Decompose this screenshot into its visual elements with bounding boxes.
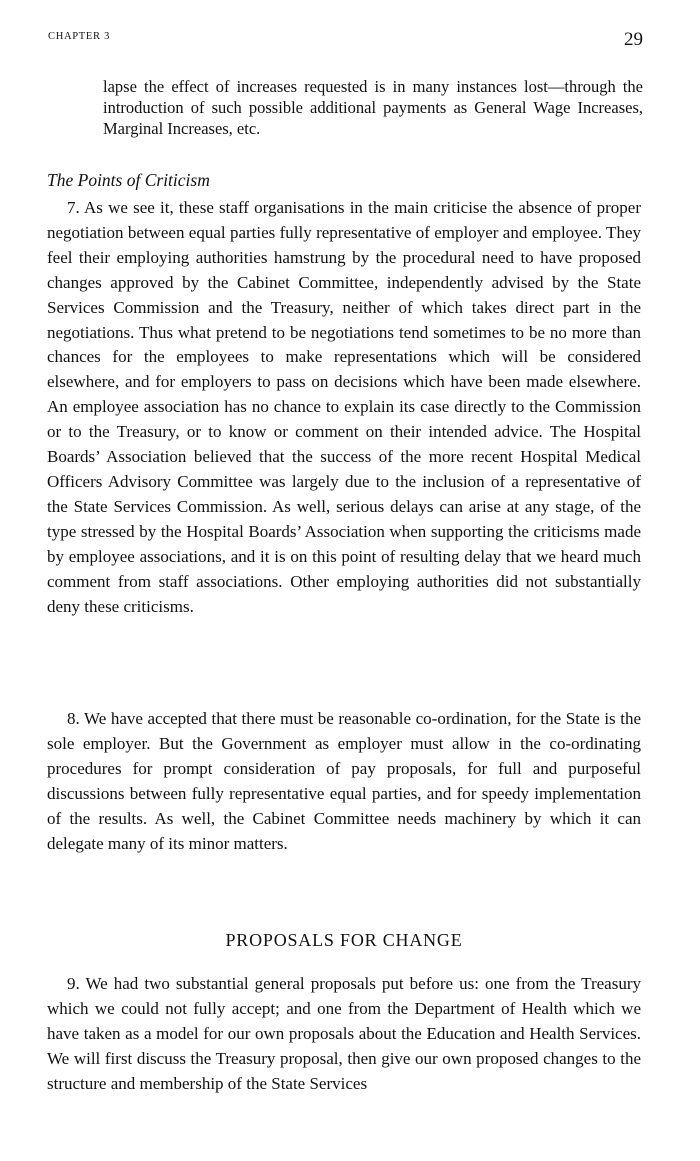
paragraph-9: 9. We had two substantial general proposals put before us: one from the Treasury which we could not fully accept; and one from the Department of Health which we have taken as a model for our own proposals about the Education and Health Services. We will first discuss the Treasury proposal, then give our own proposed changes to the structure and membership of the State Services (47, 974, 641, 1093)
page-number: 29 (624, 29, 643, 50)
running-head-chapter: CHAPTER 3 (48, 31, 111, 42)
paragraph-8: 8. We have accepted that there must be reasonable co-ordination, for the State is the sole employer. But the Government as employer must allow in the co-ordinating procedures for prompt consideration of pay proposals, for full and purposeful discussions between fully representative equal parties, and for speedy implementation of the results. As well, the Cabinet Committee needs machinery by which it can delegate many of its minor matters. (47, 709, 641, 853)
section-heading-points-of-criticism: The Points of Criticism (47, 170, 210, 190)
section-heading-proposals-for-change: PROPOSALS FOR CHANGE (225, 930, 463, 950)
paragraph-7: 7. As we see it, these staff organisations in the main criticise the absence of proper negotiation between equal parties fully representative of employer and employee. They feel their employing authorities hamstrung by the procedural need to have proposed changes approved by the Cabinet Committee, independently advised by the State Services Commission and the Treasury, neither of which takes direct part in the negotiations. Thus what pretend to be negotiations tend sometimes to be no more than chances for the employees to make representations which will be considered elsewhere, and for employers to pass on decisions which have been made elsewhere. An employee association has no chance to explain its case directly to the Commission or to the Treasury, or to know or comment on their intended advice. The Hospital Boards’ Association believed that the success of the more recent Hospital Medical Officers Advisory Committee was largely due to the inclusion of a representative of the State Services Commission. As well, serious delays can arise at any stage, of the type stressed by the Hospital Boards’ Association when supporting the criticisms made by employee associations, and it is on this point of resulting delay that we heard much comment from staff associations. Other employing authorities did not substantially deny these criticisms. (47, 198, 641, 616)
continued-paragraph: lapse the effect of increases requested is in many instances lost—through the introduction of such possible additional payments as General Wage Increases, Marginal Increases, etc. (103, 77, 643, 138)
